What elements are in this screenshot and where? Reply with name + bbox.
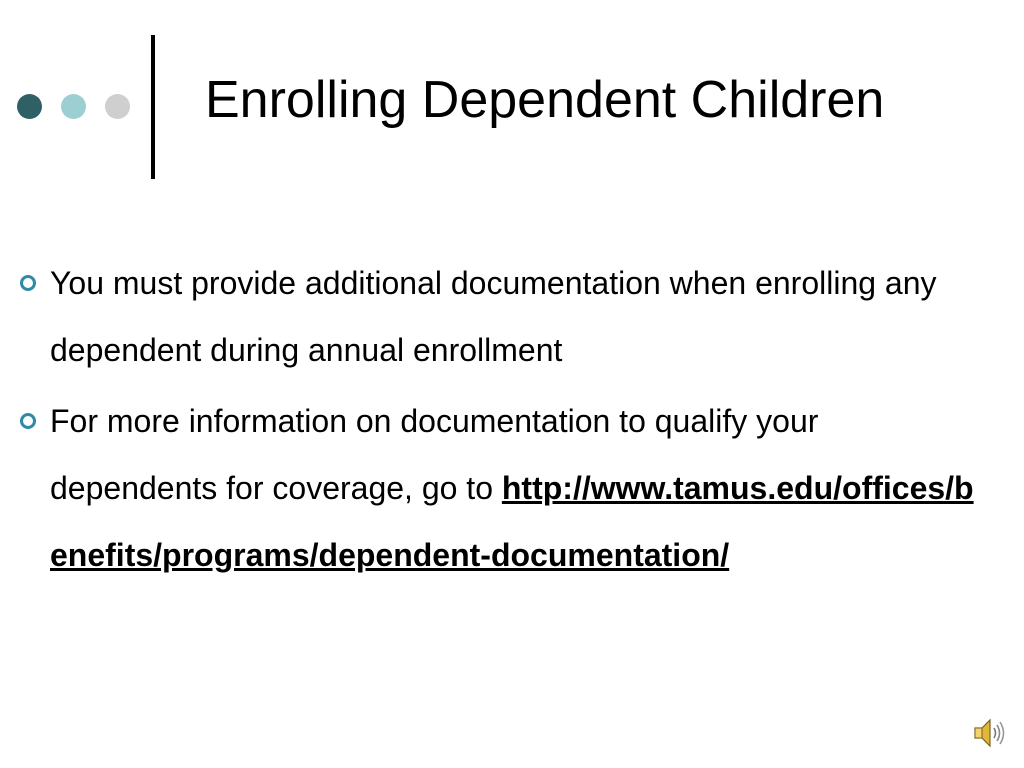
bullet-text: You must provide additional documentation when enrolling any dependent during annual enrollment xyxy=(50,265,937,368)
title-divider xyxy=(151,35,155,179)
title-dots xyxy=(17,93,149,120)
bullet-list xyxy=(18,250,978,593)
dot-dark xyxy=(17,94,42,119)
slide-title: Enrolling Dependent Children xyxy=(205,71,885,129)
dot-gray xyxy=(105,94,130,119)
dependent-documentation-link[interactable]: http://www.tamus.edu/offices/benefits/programs/dependent-documentation/ xyxy=(50,470,974,573)
bullet-ring-icon xyxy=(20,275,36,291)
bullet-text: For more information on documentation to qualify your dependents for coverage, go to xyxy=(50,403,819,506)
bullet-item-more-info xyxy=(18,388,978,589)
speaker-icon[interactable] xyxy=(972,716,1008,750)
bullet-ring-icon xyxy=(20,413,36,429)
bullet-item-documentation xyxy=(18,250,978,384)
dot-light-teal xyxy=(61,94,86,119)
